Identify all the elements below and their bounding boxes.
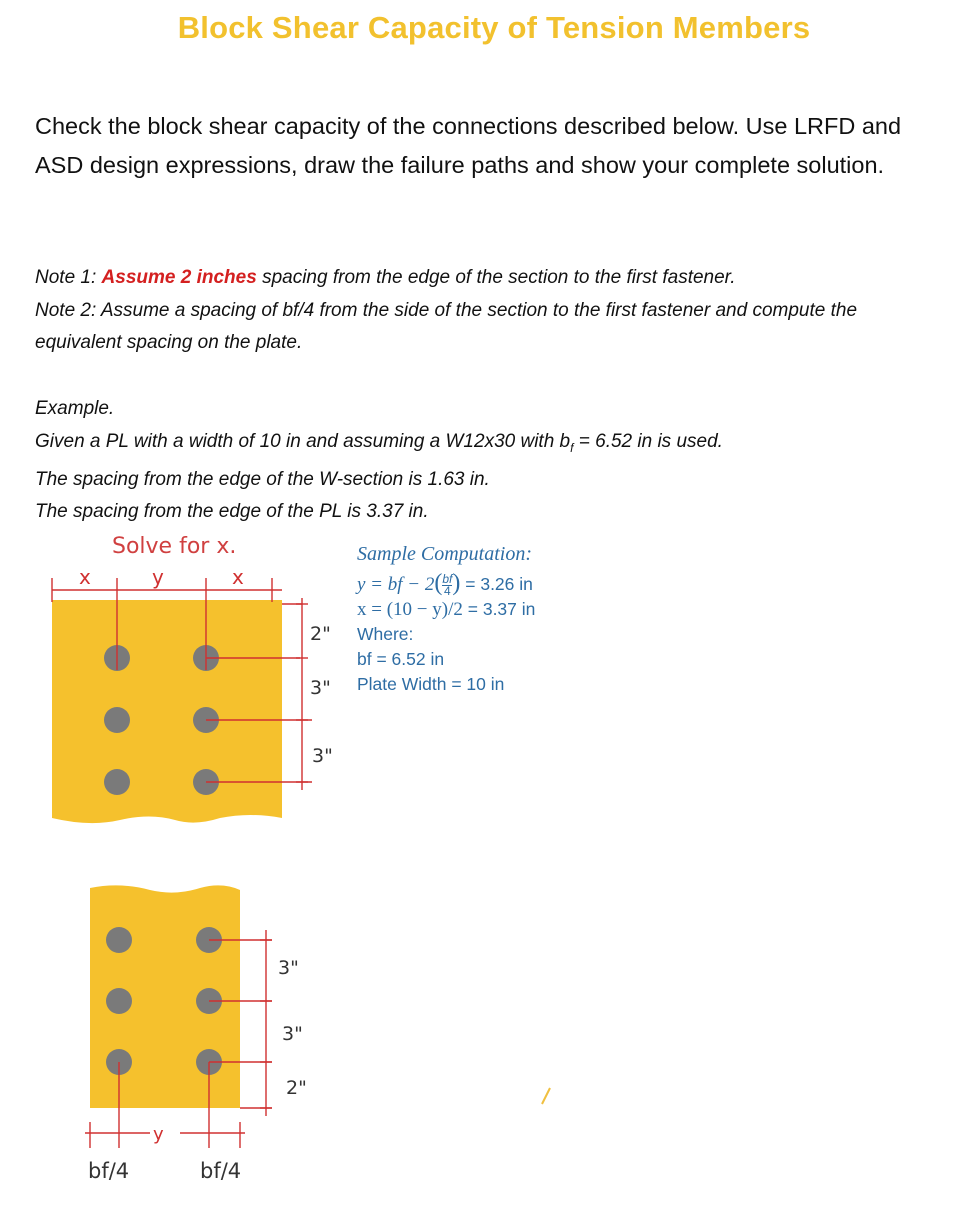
- note-1-suffix: spacing from the edge of the section to the first fastener.: [256, 267, 736, 288]
- example-line-2: The spacing from the edge of the W-section is 1.63 in.: [35, 468, 490, 490]
- x-formula: x = (10 − y)/2: [357, 599, 463, 620]
- dim-x-right: x: [232, 565, 244, 589]
- bolt: [106, 988, 132, 1014]
- dim-3in-top-a: 3": [310, 677, 331, 699]
- where-label: Where:: [357, 624, 414, 644]
- page-title: Block Shear Capacity of Tension Members: [177, 10, 811, 45]
- y-result: = 3.26 in: [465, 574, 533, 594]
- plate-top: [52, 600, 282, 823]
- dim-y-top: y: [152, 565, 164, 589]
- bolt: [106, 927, 132, 953]
- solve-for-x-note: Solve for x.: [112, 534, 237, 559]
- bolt: [104, 769, 130, 795]
- y-equation: y = bf − 2( $\frac{bf}{4}$ ) = 3.26 in: [357, 570, 533, 598]
- frac-den: 4: [444, 583, 451, 598]
- dim-y-bottom: y: [153, 1124, 164, 1145]
- bf-value: bf = 6.52 in: [357, 649, 445, 669]
- sample-heading: Sample Computation:: [357, 543, 532, 565]
- example-heading: Example.: [35, 398, 115, 419]
- dim-bf4-right: bf/4: [200, 1159, 242, 1183]
- note-2: Note 2: Assume a spacing of bf/4 from the side of the section to the first fastener and compute the equivalent spacing on the plate.: [35, 299, 858, 353]
- y-formula: y = bf − 2: [357, 574, 435, 595]
- frac-num: bf: [442, 571, 453, 586]
- note-1-highlight: Assume 2 inches: [101, 267, 257, 288]
- intro-paragraph: Check the block shear capacity of the connections described below. Use LRFD and ASD design expressions, draw the failure paths and show your complete solution.: [35, 113, 902, 178]
- example-line-3: The spacing from the edge of the PL is 3.37 in.: [35, 501, 429, 523]
- example-line-1-sub: f: [570, 440, 574, 455]
- stray-mark: [542, 1088, 550, 1104]
- dim-bf4-left: bf/4: [88, 1159, 130, 1183]
- bolt: [104, 707, 130, 733]
- x-result: = 3.37 in: [467, 599, 536, 619]
- dim-3in-bottom-a: 3": [278, 957, 299, 979]
- dim-3in-top-b: 3": [312, 745, 333, 767]
- dim-2in-top: 2": [310, 623, 331, 645]
- example-line-1-b: = 6.52 in is used.: [573, 430, 723, 452]
- example-line-1-a: Given a PL with a width of 10 in and assuming a W12x30 with b: [35, 430, 571, 452]
- dim-x-left: x: [79, 565, 91, 589]
- note-1-prefix: Note 1:: [35, 267, 102, 288]
- plate-width-value: Plate Width = 10 in: [357, 674, 505, 694]
- dim-3in-bottom-b: 3": [282, 1023, 303, 1045]
- dim-2in-bottom: 2": [286, 1077, 307, 1099]
